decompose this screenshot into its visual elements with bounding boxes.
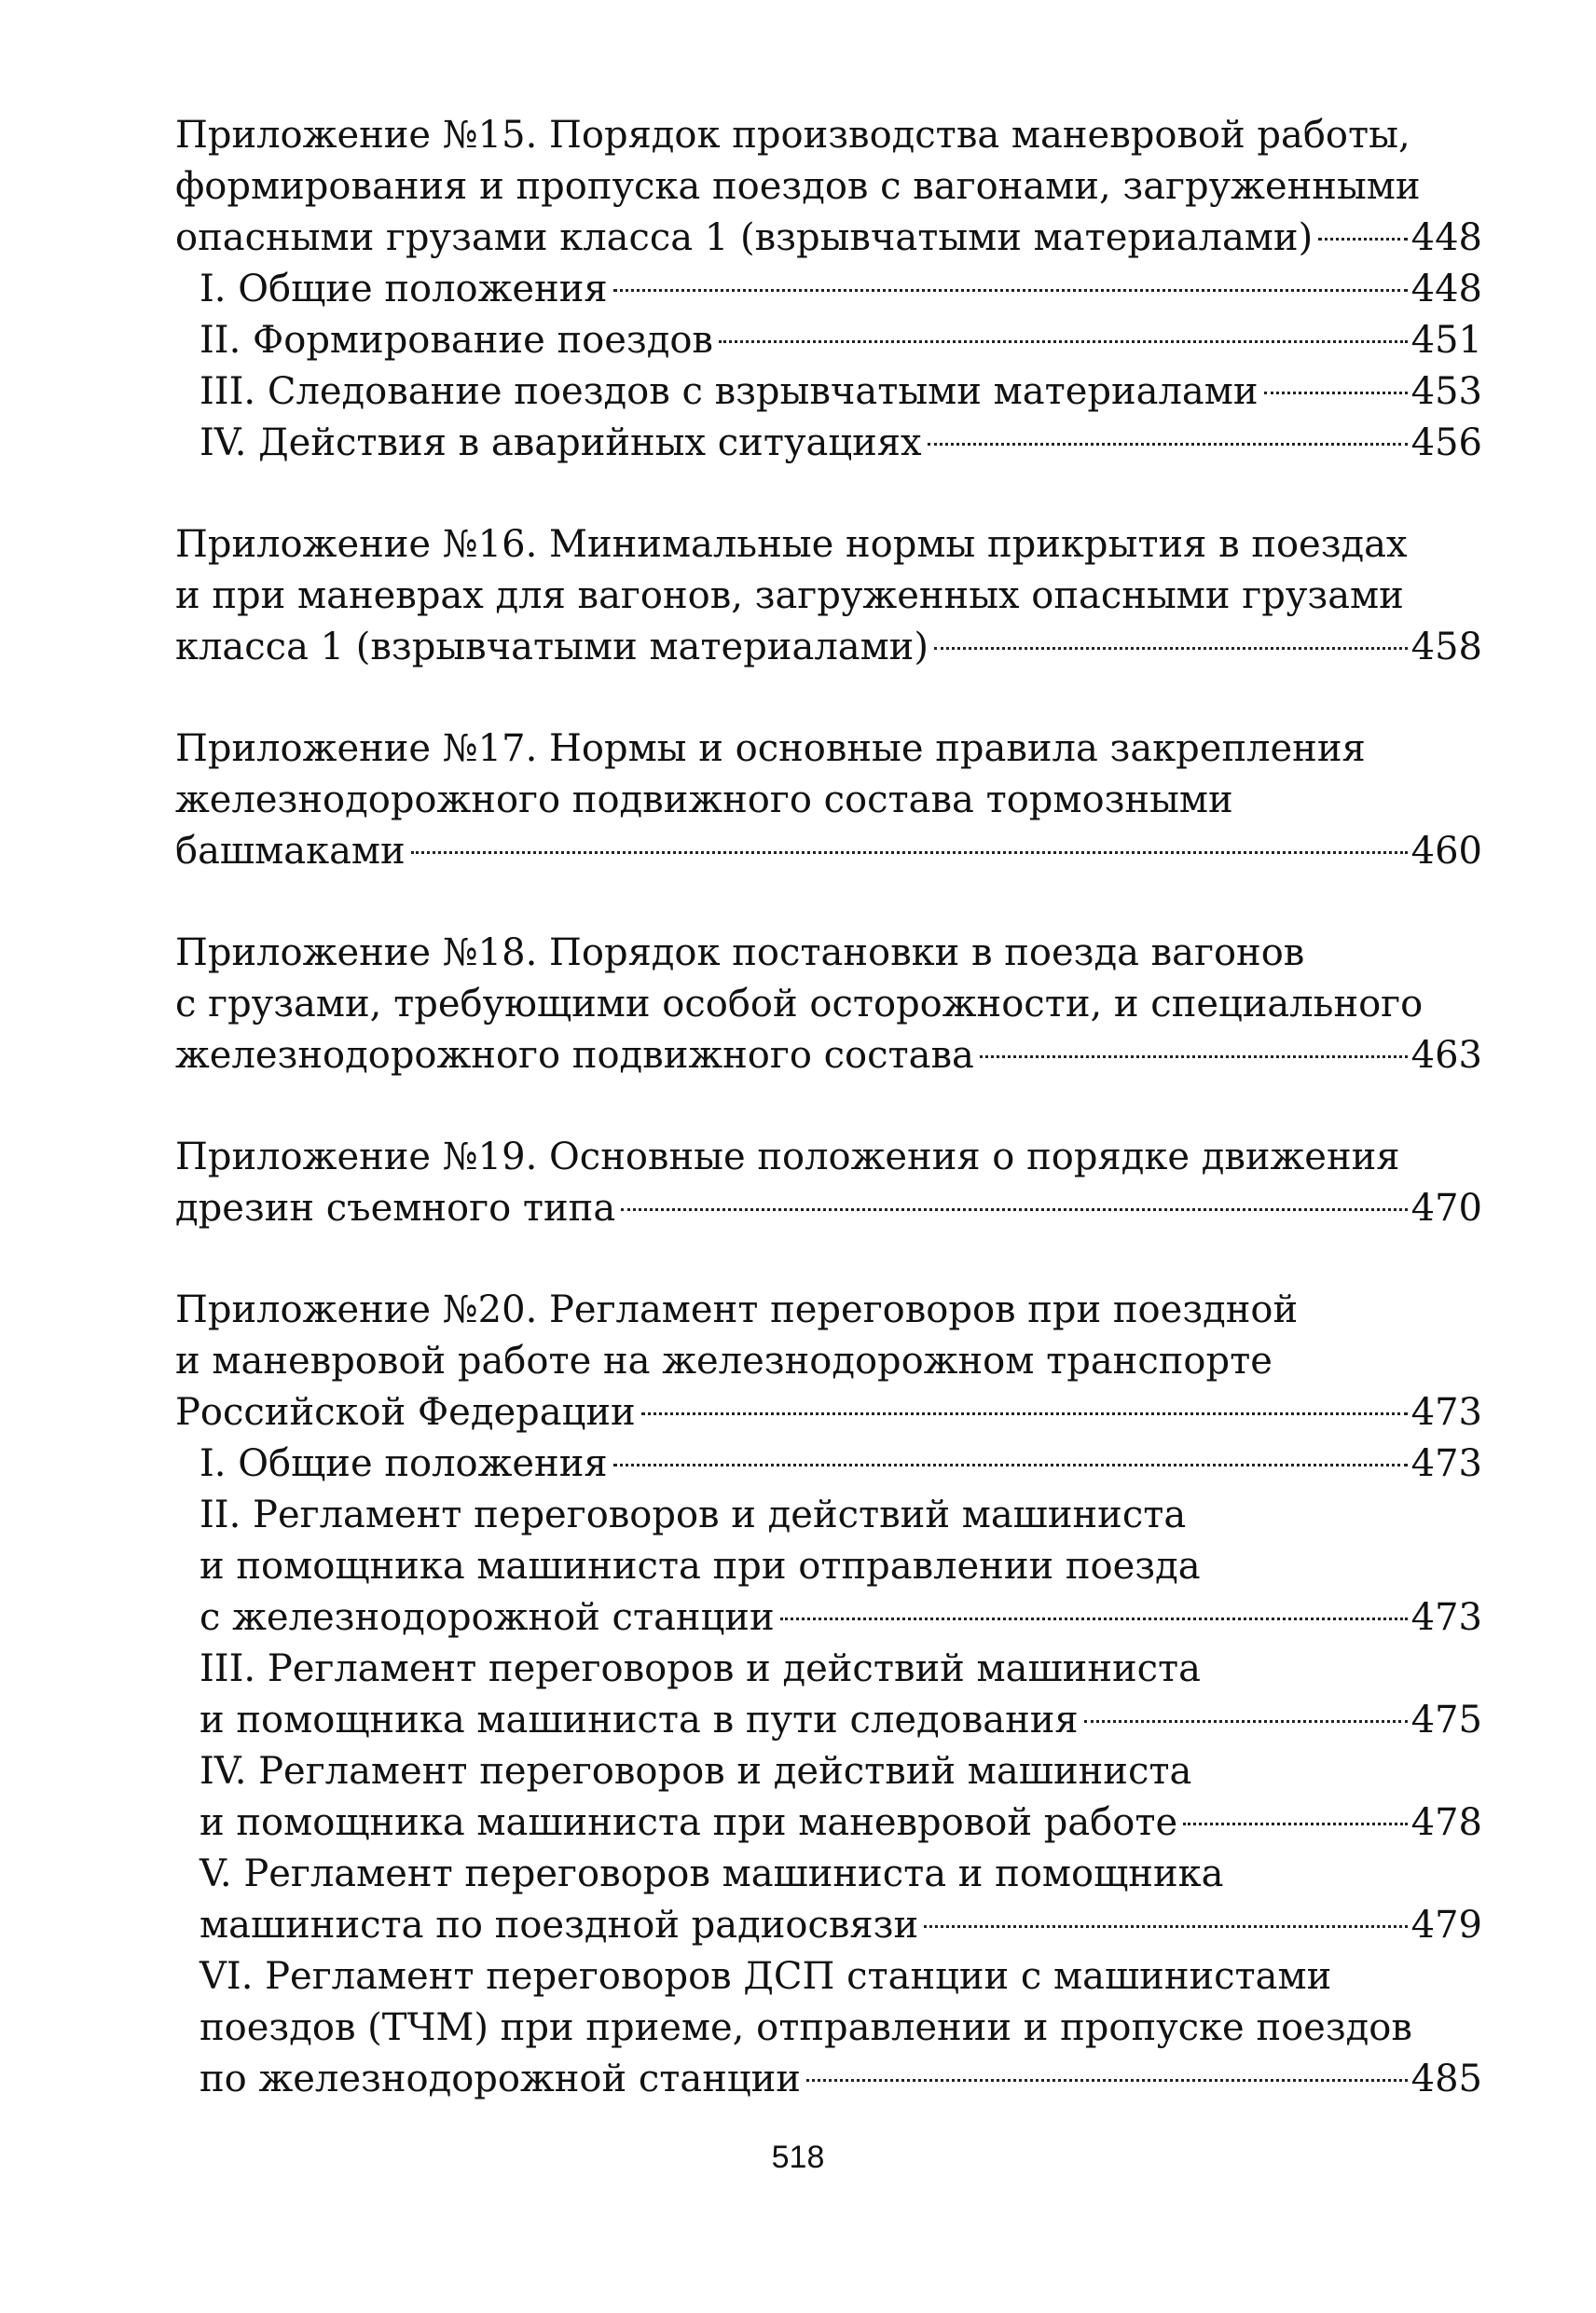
entry-page-number: 473 [1410, 1391, 1482, 1434]
section-title-line: Приложение №19. Основные положения о порядке движения [175, 1136, 1400, 1178]
dot-leader [928, 443, 1408, 446]
entry-page-number: 448 [1410, 268, 1482, 310]
section-title-line: железнодорожного подвижного состава тормозными [175, 778, 1233, 821]
subsection-entry [175, 1439, 1482, 1490]
entry-page-number: 458 [1410, 626, 1482, 668]
dot-leader [924, 1925, 1408, 1928]
subsection-title-line: III. Следование поездов с взрывчатыми материалами [200, 370, 1259, 413]
section-title-line: с грузами, требующими особой осторожности, и специального [175, 983, 1424, 1026]
entry-page-number: 479 [1410, 1904, 1482, 1947]
subsection-entry [175, 1797, 1482, 1849]
section-title-line: Приложение №15. Порядок производства маневровой работы, [175, 114, 1410, 157]
subsection-title-line: I. Общие положения [200, 1442, 608, 1485]
dot-leader [980, 1055, 1408, 1058]
toc-section [175, 723, 1482, 877]
table-of-contents [175, 110, 1482, 2155]
section-title-line: Приложение №17. Нормы и основные правила закрепления [175, 727, 1366, 770]
dot-leader [641, 1412, 1408, 1415]
entry-page-number: 473 [1410, 1442, 1482, 1485]
section-title-line: Приложение №18. Порядок постановки в поезда вагонов [175, 931, 1305, 974]
subsection-entry [175, 1592, 1482, 1644]
entry-page-number: 453 [1410, 370, 1482, 413]
entry-page-number: 451 [1410, 319, 1482, 362]
section-entry [175, 1030, 1482, 1081]
subsection-title-line: и помощника машиниста при отправлении поезда [200, 1545, 1201, 1588]
section-title-line: и маневровой работе на железнодорожном транспорте [175, 1340, 1273, 1383]
section-title-line: опасными грузами класса 1 (взрывчатыми материалами) [175, 216, 1314, 259]
subsection-title-line: с железнодорожной станции [200, 1596, 775, 1639]
entry-page-number: 470 [1410, 1187, 1482, 1230]
subsection-title-line: поездов (ТЧМ) при приеме, отправлении и пропуске поездов [200, 2006, 1412, 2049]
dot-leader [1264, 392, 1408, 394]
section-entry [175, 1183, 1482, 1234]
entry-page-number: 448 [1410, 216, 1482, 259]
subsection-entry [175, 264, 1482, 315]
subsection-title-line: II. Формирование поездов [200, 319, 713, 362]
toc-section [175, 928, 1482, 1081]
subsection-entry [175, 2054, 1482, 2105]
subsection-title-line: I. Общие положения [200, 268, 608, 310]
entry-page-number: 460 [1410, 830, 1482, 873]
subsection-entry [175, 1695, 1482, 1746]
section-title-line: башмаками [175, 830, 406, 873]
subsection-entry [175, 418, 1482, 469]
subsection-title-line: IV. Действия в аварийных ситуациях [200, 421, 922, 464]
section-entry [175, 213, 1482, 264]
subsection-title-line: и помощника машиниста при маневровой работе [200, 1801, 1178, 1844]
toc-section [175, 519, 1482, 673]
subsection-title-line: III. Регламент переговоров и действий машиниста [200, 1647, 1202, 1690]
subsection-title-line: и помощника машиниста в пути следования [200, 1699, 1079, 1742]
toc-section [175, 1132, 1482, 1234]
toc-section [175, 1285, 1482, 2105]
section-entry [175, 1387, 1482, 1439]
entry-page-number: 456 [1410, 421, 1482, 464]
section-title-line: железнодорожного подвижного состава [175, 1034, 974, 1077]
section-entry [175, 622, 1482, 673]
toc-section [175, 110, 1482, 469]
subsection-title-line: VI. Регламент переговоров ДСП станции с машинистами [200, 1955, 1332, 1998]
section-title-line: дрезин съемного типа [175, 1187, 616, 1230]
dot-leader [411, 851, 1408, 854]
dot-leader [613, 1464, 1408, 1466]
subsection-title-line: V. Регламент переговоров машиниста и помощника [200, 1852, 1224, 1895]
dot-leader [1183, 1823, 1408, 1825]
entry-page-number: 485 [1410, 2058, 1482, 2100]
entry-page-number: 475 [1410, 1699, 1482, 1742]
section-title-line: формирования и пропуска поездов с вагонами, загруженными [175, 165, 1421, 208]
dot-leader [780, 1618, 1408, 1620]
section-entry [175, 826, 1482, 877]
subsection-entry [175, 366, 1482, 418]
subsection-entry [175, 315, 1482, 366]
entry-page-number: 478 [1410, 1801, 1482, 1844]
entry-page-number: 463 [1410, 1034, 1482, 1077]
dot-leader [806, 2079, 1408, 2082]
dot-leader [1318, 238, 1407, 241]
section-title-line: Приложение №20. Регламент переговоров при поездной [175, 1288, 1299, 1331]
dot-leader [719, 340, 1408, 343]
section-title-line: Приложение №16. Минимальные нормы прикрытия в поездах [175, 523, 1408, 566]
dot-leader [1084, 1720, 1408, 1723]
section-title-line: Российской Федерации [175, 1391, 636, 1434]
subsection-title-line: II. Регламент переговоров и действий машиниста [200, 1494, 1187, 1536]
subsection-title-line: по железнодорожной станции [200, 2058, 801, 2100]
dot-leader [621, 1208, 1407, 1211]
dot-leader [934, 647, 1408, 650]
section-title-line: класса 1 (взрывчатыми материалами) [175, 626, 929, 668]
subsection-title-line: IV. Регламент переговоров и действий машиниста [200, 1750, 1192, 1793]
entry-page-number: 473 [1410, 1596, 1482, 1639]
dot-leader [613, 289, 1408, 292]
subsection-entry [175, 1900, 1482, 1951]
page-number: 518 [771, 2140, 825, 2175]
section-title-line: и при маневрах для вагонов, загруженных опасными грузами [175, 574, 1404, 617]
subsection-title-line: машиниста по поездной радиосвязи [200, 1904, 919, 1947]
